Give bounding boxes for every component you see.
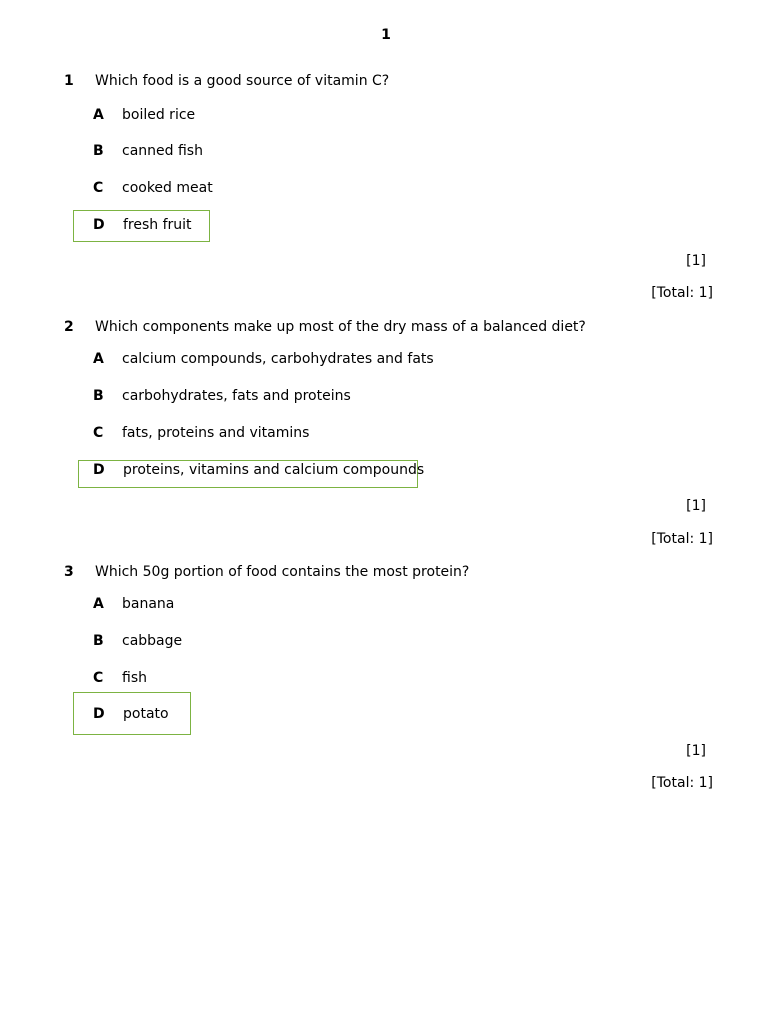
option-letter: A xyxy=(93,107,104,123)
option-text: cabbage xyxy=(122,633,183,649)
question-number: 2 xyxy=(64,319,74,335)
option-text: calcium compounds, carbohydrates and fats xyxy=(122,351,434,367)
question-number: 1 xyxy=(64,73,74,89)
option-letter: B xyxy=(93,388,104,404)
total-marks: [Total: 1] xyxy=(651,285,713,301)
option-text: fish xyxy=(122,670,147,686)
option-letter: C xyxy=(93,180,104,196)
question-number: 3 xyxy=(64,564,74,580)
page-number: 1 xyxy=(381,27,391,43)
option-letter: A xyxy=(93,351,104,367)
option-text: fresh fruit xyxy=(123,217,192,233)
total-marks: [Total: 1] xyxy=(651,775,713,791)
option-letter: D xyxy=(93,217,105,233)
option-text: potato xyxy=(123,706,169,722)
option-text: carbohydrates, fats and proteins xyxy=(122,388,351,404)
option-letter: D xyxy=(93,462,105,478)
option-letter: C xyxy=(93,670,104,686)
question-text: Which 50g portion of food contains the most protein? xyxy=(95,564,470,580)
option-text: banana xyxy=(122,596,175,612)
question-text: Which components make up most of the dry mass of a balanced diet? xyxy=(95,319,586,335)
option-text: proteins, vitamins and calcium compounds xyxy=(123,462,425,478)
option-text: fats, proteins and vitamins xyxy=(122,425,310,441)
option-text: canned fish xyxy=(122,143,203,159)
option-letter: B xyxy=(93,633,104,649)
marks: [1] xyxy=(686,498,706,514)
option-letter: D xyxy=(93,706,105,722)
option-text: boiled rice xyxy=(122,107,196,123)
question-text: Which food is a good source of vitamin C? xyxy=(95,73,390,89)
option-letter: B xyxy=(93,143,104,159)
option-letter: A xyxy=(93,596,104,612)
option-text: cooked meat xyxy=(122,180,213,196)
marks: [1] xyxy=(686,253,706,269)
marks: [1] xyxy=(686,743,706,759)
total-marks: [Total: 1] xyxy=(651,531,713,547)
option-letter: C xyxy=(93,425,104,441)
